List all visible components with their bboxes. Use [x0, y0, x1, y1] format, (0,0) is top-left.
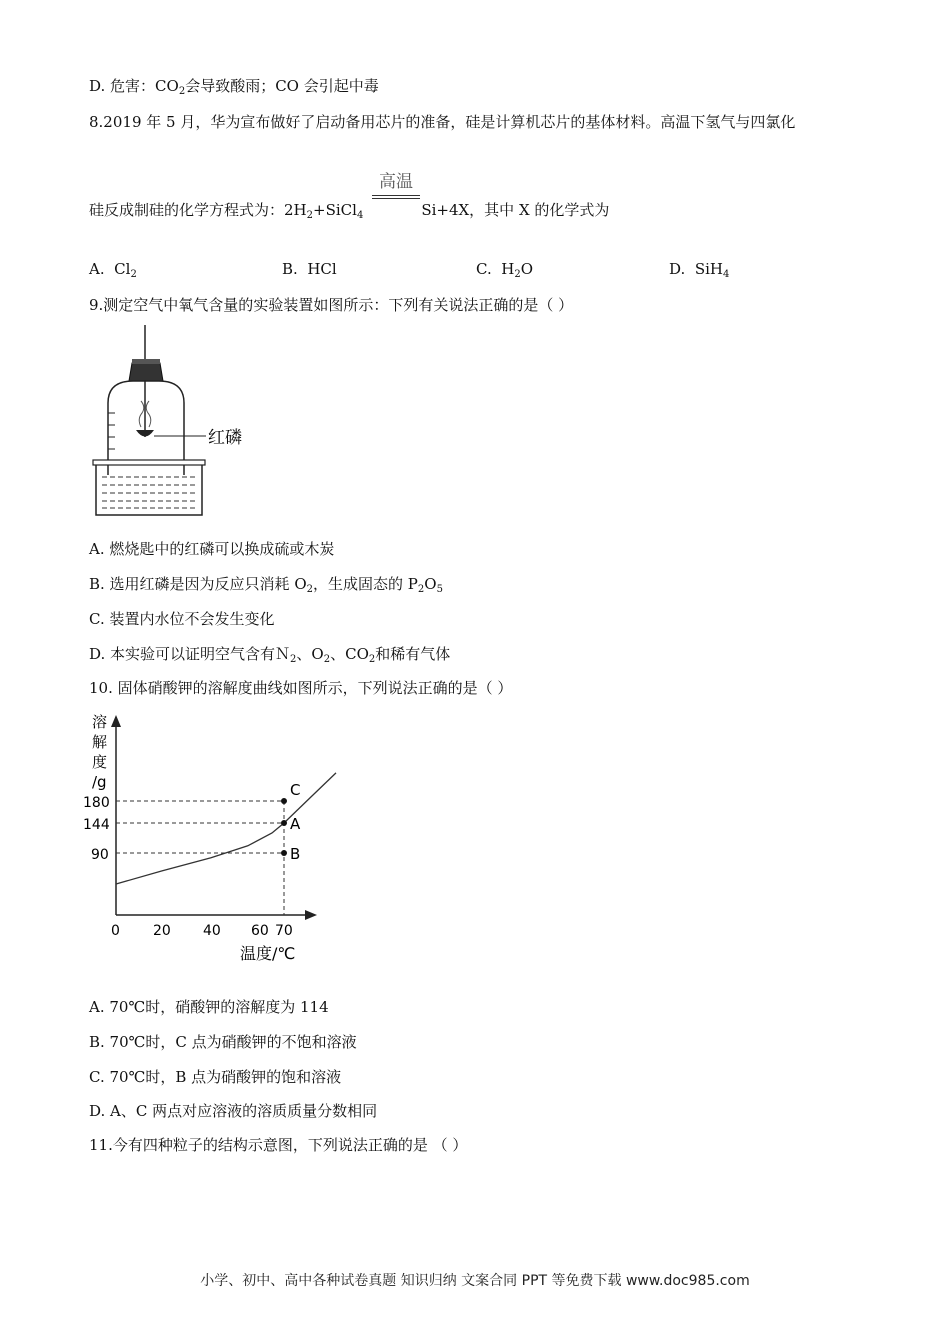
- combustion-spoon: [136, 430, 154, 437]
- q8-option-a: A. $Cl_2$: [89, 260, 137, 280]
- y-tick-label: 180: [83, 795, 110, 811]
- q9-stem: 9.测定空气中氧气含量的实验装置如图所示：下列有关说法正确的是（ ）: [89, 296, 574, 314]
- x-tick-label: 70: [275, 923, 293, 939]
- q9-option-a: A. 燃烧匙中的红磷可以换成硫或木炭: [89, 540, 335, 558]
- x-axis-title: 温度/℃: [240, 944, 296, 963]
- x-tick-label: 20: [153, 923, 171, 939]
- x-axis-arrow: [305, 910, 317, 920]
- point-label: A: [290, 815, 301, 833]
- q11-stem: 11.今有四种粒子的结构示意图，下列说法正确的是 （ ）: [89, 1136, 468, 1154]
- trough-rim: [93, 460, 205, 465]
- equals-sign: [372, 195, 420, 199]
- q8-option-d: D. SiH$_4$: [669, 260, 730, 280]
- chart-marks: [116, 773, 336, 915]
- q10-option-a: A. 70℃时，硝酸钾的溶解度为 114: [89, 998, 329, 1016]
- q8-option-c: C. $H_2O$: [476, 260, 534, 280]
- water: [102, 477, 196, 508]
- y-label-char: 解: [92, 733, 108, 751]
- q10-option-c: C. 70℃时，B 点为硝酸钾的饱和溶液: [89, 1068, 342, 1086]
- q8-stem-line1: 8.2019 年 5 月，华为宣布做好了启动备用芯片的准备，硅是计算机芯片的基体材料。高温下氢气与四氯化: [89, 113, 796, 131]
- q7-option-d: D. 危害：$CO_2$会导致酸雨；CO 会引起中毒: [89, 77, 379, 97]
- y-label-char: /g: [92, 773, 107, 791]
- q8-option-b: B. HCl: [282, 260, 337, 278]
- red-phosphorus-label: 红磷: [208, 428, 242, 448]
- x-tick-label: 40: [203, 923, 221, 939]
- page-footer: 小学、初中、高中各种试卷真题 知识归纳 文案合同 PPT 等免费下载 www.doc985.com: [200, 1273, 750, 1289]
- reaction-condition: 高温: [372, 172, 420, 199]
- q8-stem-line2: 硅反成制硅的化学方程式为：$2H_2+SiCl_4$ Si+4X，其中 X 的化学式为: [89, 201, 610, 221]
- q10-option-d: D. A、C 两点对应溶液的溶质质量分数相同: [89, 1102, 378, 1120]
- solubility-chart: [80, 705, 350, 970]
- y-axis-arrow: [111, 715, 121, 727]
- y-tick-label: 90: [91, 847, 109, 863]
- q9-option-c: C. 装置内水位不会发生变化: [89, 610, 275, 628]
- point-C: [281, 798, 287, 804]
- q10-stem: 10. 固体硝酸钾的溶解度曲线如图所示，下列说法正确的是（ ）: [89, 679, 513, 697]
- stopper: [129, 363, 163, 381]
- apparatus-figure: [88, 325, 248, 525]
- q10-option-b: B. 70℃时，C 点为硝酸钾的不饱和溶液: [89, 1033, 357, 1051]
- y-tick-label: 144: [83, 817, 110, 833]
- stopper-top: [132, 359, 160, 364]
- point-label: B: [290, 845, 301, 863]
- q9-option-d: D. 本实验可以证明空气含有Ｎ$_2$、$O_2$、$CO_2$和稀有气体: [89, 645, 451, 665]
- q9-option-b: B. 选用红磷是因为反应只消耗 $O_2$，生成固态的 $P_2O_5$: [89, 575, 443, 595]
- point-label: C: [290, 781, 301, 799]
- x-tick-label: 0: [111, 923, 120, 939]
- smoke: [139, 401, 144, 427]
- y-label-char: 度: [92, 753, 108, 771]
- point-A: [281, 820, 287, 826]
- point-B: [281, 850, 287, 856]
- scale-marks: [108, 413, 115, 461]
- solubility-curve: [116, 773, 336, 884]
- x-tick-label: 60: [251, 923, 269, 939]
- y-label-char: 溶: [92, 713, 108, 731]
